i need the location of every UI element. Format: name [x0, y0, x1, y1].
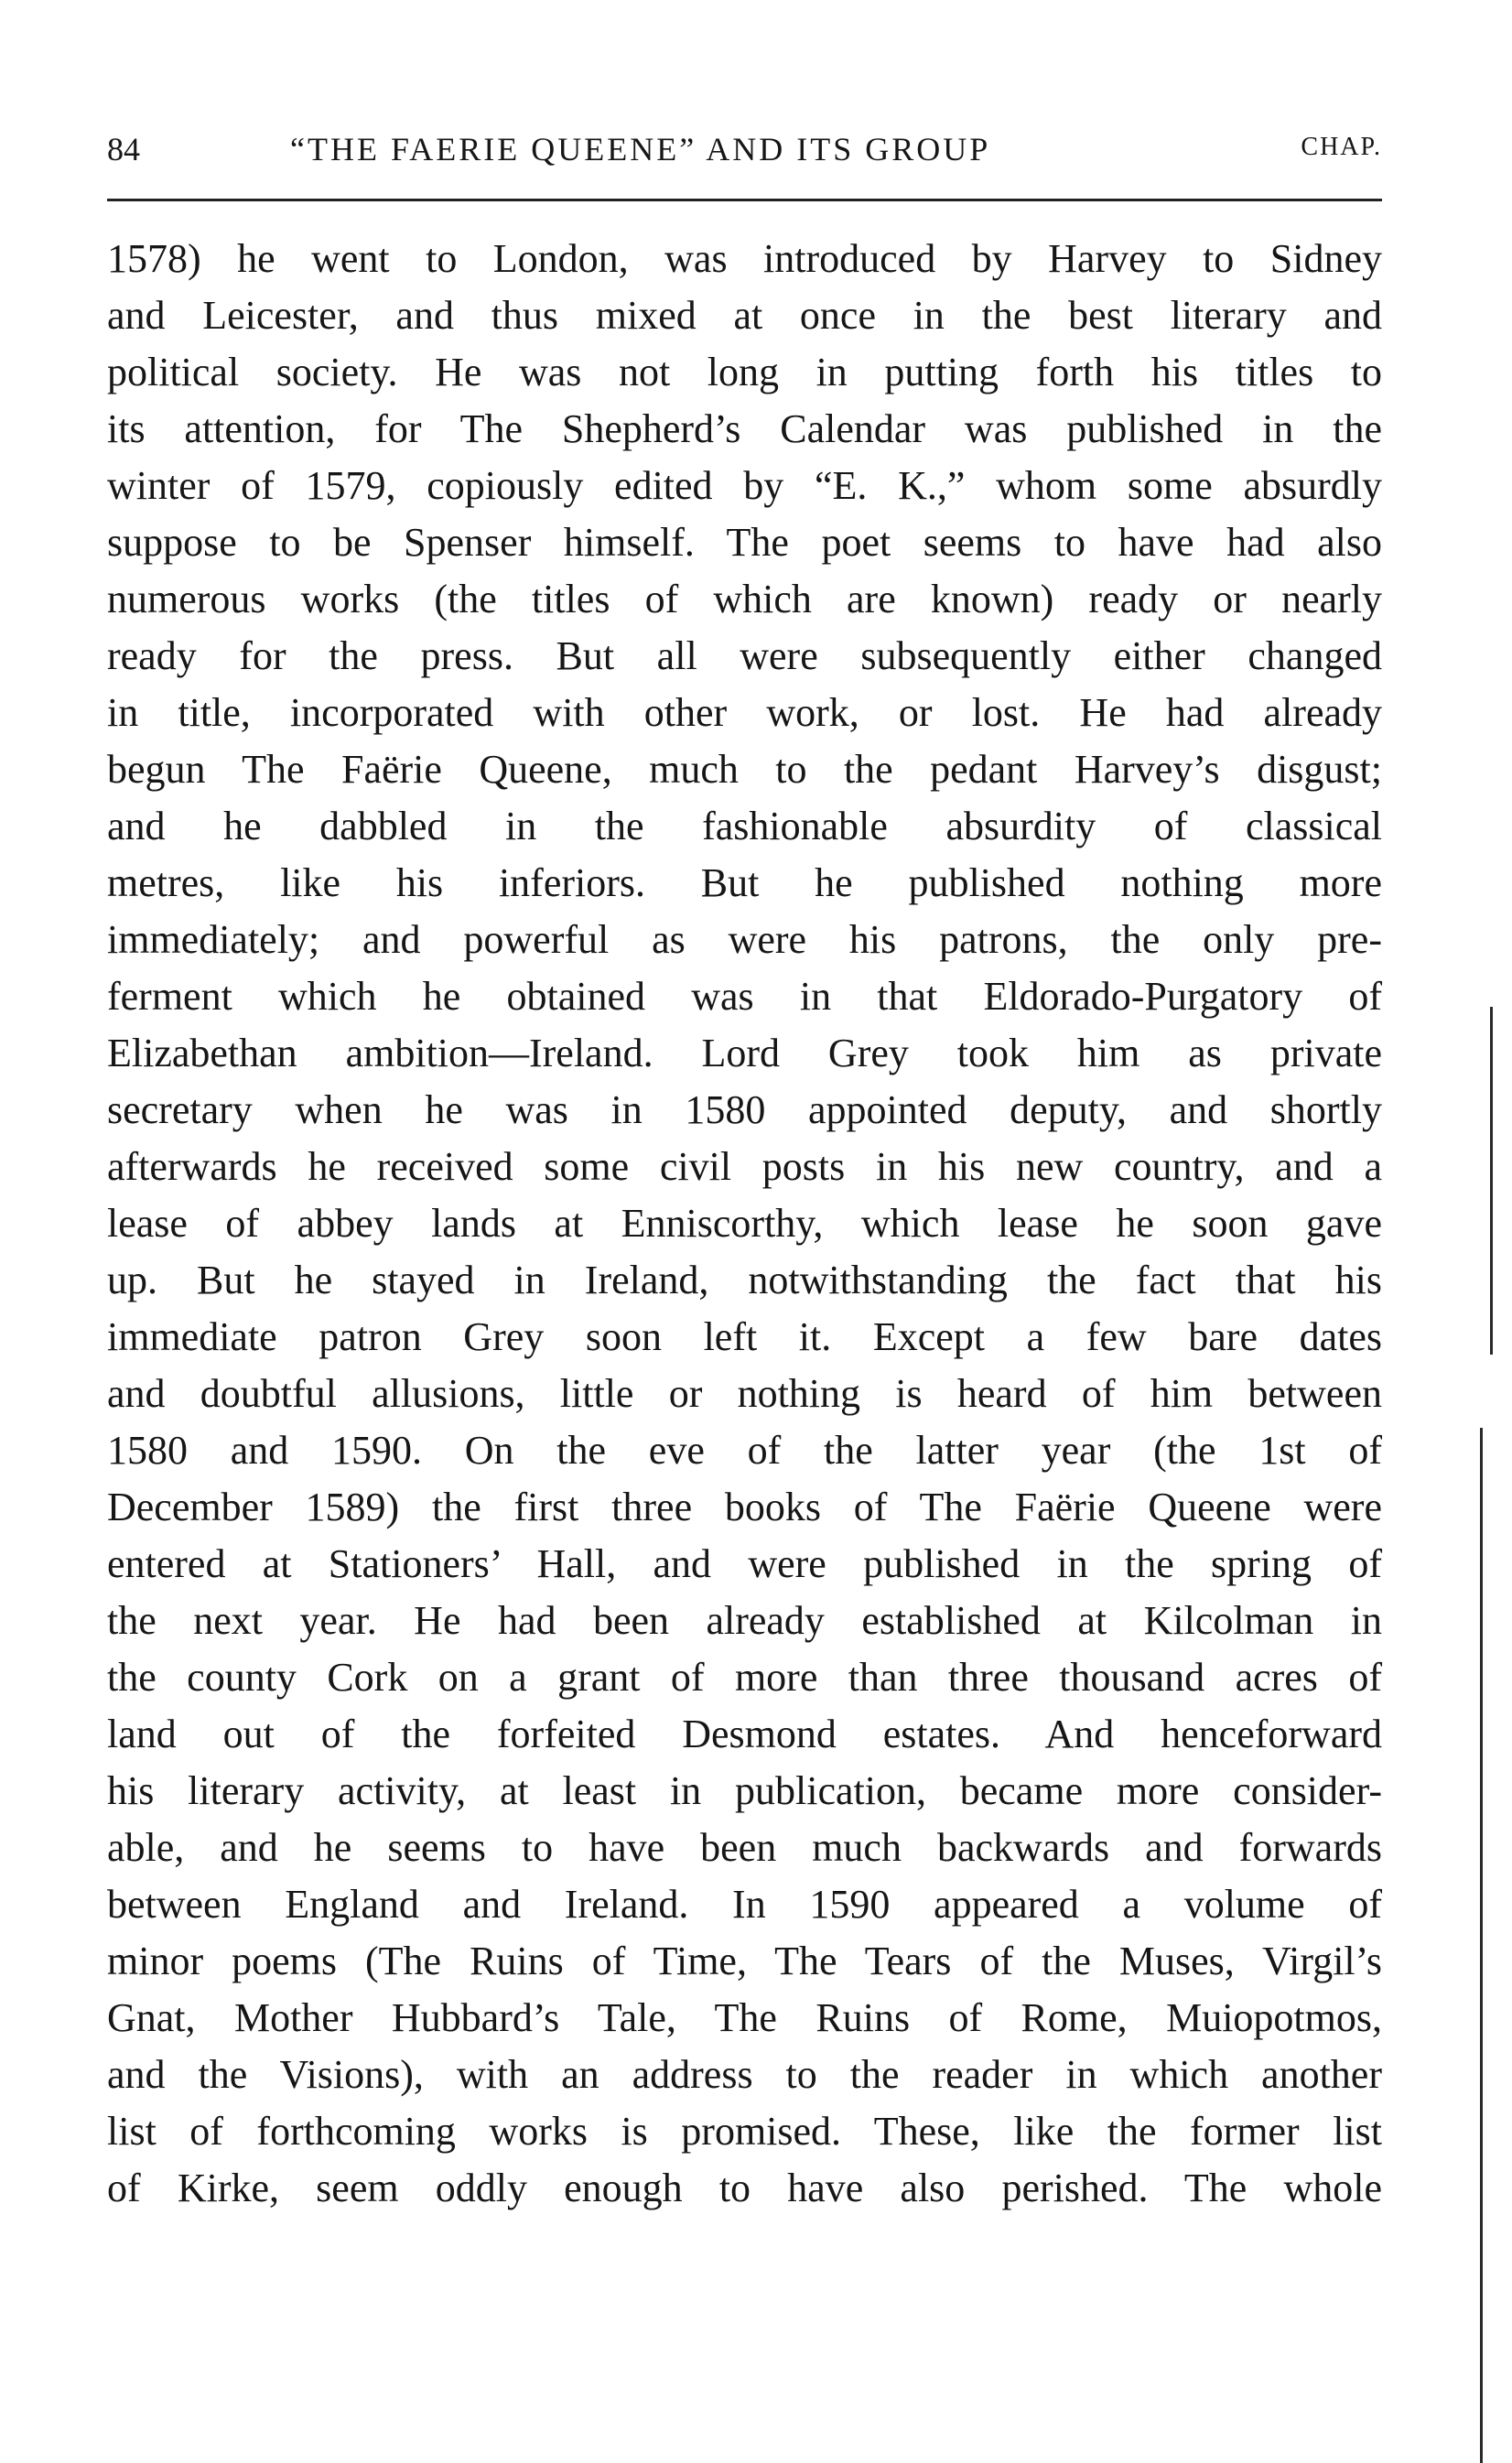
text-line: the county Cork on a grant of more than three thousand acres of — [107, 1655, 1382, 1700]
text-line: immediate patron Grey soon left it. Except a few bare dates — [107, 1314, 1382, 1359]
header-rule — [107, 199, 1382, 201]
scan-edge-mark — [1480, 1428, 1483, 2463]
text-line: begun The Faërie Queene, much to the pedant Harvey’s disgust; — [107, 747, 1382, 792]
text-line: between England and Ireland. In 1590 appeared a volume of — [107, 1882, 1382, 1927]
text-line: ready for the press. But all were subsequently either changed — [107, 633, 1382, 678]
text-line: immediately; and powerful as were his patrons, the only pre- — [107, 917, 1382, 962]
text-line: land out of the forfeited Desmond estates. And henceforward — [107, 1712, 1382, 1756]
text-line: and he dabbled in the fashionable absurdity of classical — [107, 804, 1382, 848]
text-line: ferment which he obtained was in that Eldorado-Purgatory of — [107, 974, 1382, 1019]
text-line: afterwards he received some civil posts in his new country, and a — [107, 1144, 1382, 1189]
text-line: 1578) he went to London, was introduced by Harvey to Sidney — [107, 236, 1382, 281]
text-line: minor poems (The Ruins of Time, The Tears of the Muses, Virgil’s — [107, 1939, 1382, 1983]
text-line: and Leicester, and thus mixed at once in the best literary and — [107, 293, 1382, 338]
text-line: metres, like his inferiors. But he published nothing more — [107, 860, 1382, 905]
text-line: 1580 and 1590. On the eve of the latter year (the 1st of — [107, 1428, 1382, 1473]
page-number: 84 — [107, 131, 140, 167]
text-line: suppose to be Spenser himself. The poet seems to have had also — [107, 520, 1382, 565]
text-line: his literary activity, at least in publication, became more consider- — [107, 1768, 1382, 1813]
text-line: the next year. He had been already established at Kilcolman in — [107, 1598, 1382, 1643]
text-line: in title, incorporated with other work, or lost. He had already — [107, 690, 1382, 735]
text-line: winter of 1579, copiously edited by “E. K.,” whom some absurdly — [107, 463, 1382, 508]
text-line: up. But he stayed in Ireland, notwithstanding the fact that his — [107, 1258, 1382, 1302]
body-text — [107, 231, 1382, 2217]
text-line: Elizabethan ambition—Ireland. Lord Grey took him as private — [107, 1031, 1382, 1075]
text-line: list of forthcoming works is promised. These, like the former list — [107, 2109, 1382, 2154]
text-line: its attention, for The Shepherd’s Calendar was published in the — [107, 406, 1382, 451]
text-line: political society. He was not long in putting forth his titles to — [107, 350, 1382, 394]
text-line: and doubtful allusions, little or nothing is heard of him between — [107, 1371, 1382, 1416]
text-line: numerous works (the titles of which are known) ready or nearly — [107, 577, 1382, 621]
text-line: and the Visions), with an address to the reader in which another — [107, 2052, 1382, 2097]
text-line: December 1589) the first three books of The Faërie Queene were — [107, 1485, 1382, 1529]
text-line: lease of abbey lands at Enniscorthy, which lease he soon gave — [107, 1201, 1382, 1246]
chapter-label: CHAP. — [1301, 133, 1382, 161]
scan-edge-mark — [1490, 1007, 1493, 1355]
text-line: of Kirke, seem oddly enough to have also perished. The whole — [107, 2166, 1382, 2210]
running-title: “THE FAERIE QUEENE” AND ITS GROUP — [290, 131, 991, 167]
text-line: able, and he seems to have been much backwards and forwards — [107, 1825, 1382, 1870]
text-line: entered at Stationers’ Hall, and were published in the spring of — [107, 1541, 1382, 1586]
text-line: secretary when he was in 1580 appointed deputy, and shortly — [107, 1087, 1382, 1132]
page-header — [107, 130, 1382, 185]
text-line: Gnat, Mother Hubbard’s Tale, The Ruins of Rome, Muiopotmos, — [107, 1995, 1382, 2040]
